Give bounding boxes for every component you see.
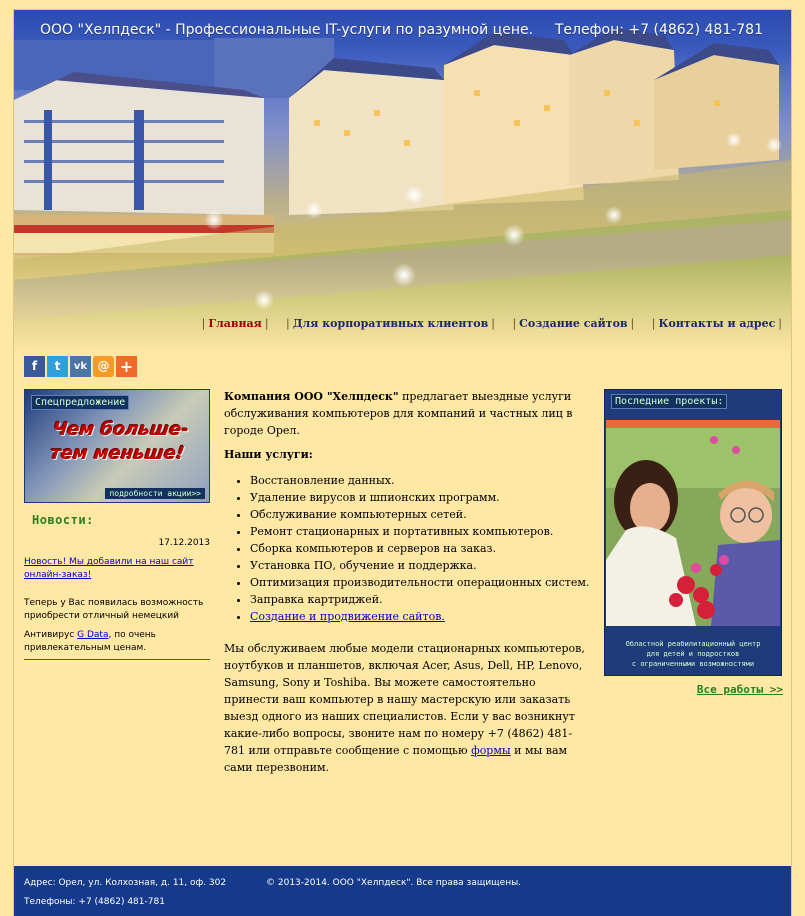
promo-title: Спецпредложение xyxy=(31,395,129,410)
project-caption-line3: с ограниченными возможностями xyxy=(631,660,755,668)
project-caption-line1: Областной реабилитационный центр xyxy=(625,640,761,648)
company-slogan: ООО "Хелпдеск" - Профессиональные IT-услуги по разумной цене. xyxy=(40,22,534,38)
intro-paragraph xyxy=(224,388,592,439)
footer-copyright: © 2013-2014. ООО "Хелпдеск". Все права защищены. xyxy=(266,878,522,888)
project-caption xyxy=(609,639,777,669)
models-text: Мы обслуживаем любые модели стационарных компьютеров, ноутбуков и планшетов, включая Acer, Asus, Dell, HP, Lenovo, Samsung, Sony и Toshiba. Вы можете самостоятельно принести ваш компьютер в нашу мастерскую или заказать выезд одного из наших специалистов. Если у вас возникнут какие-либо вопросы, звоните нам по номеру +7 (4862) 481-781 или отправьте сообщение с помощью xyxy=(224,642,585,757)
nav-websites[interactable]: Создание сайтов xyxy=(519,317,628,330)
facebook-icon[interactable]: f xyxy=(24,356,45,377)
news-text: Теперь у Вас появилась возможность приобрести отличный немецкий xyxy=(24,598,204,621)
web-dev-link[interactable]: Создание и продвижение сайтов. xyxy=(250,610,445,623)
list-item: • Удаление вирусов и шпионских программ. xyxy=(250,489,592,506)
list-item: • Оптимизация производительности операционных систем. xyxy=(250,574,592,591)
services-heading: Наши услуги: xyxy=(224,448,313,461)
list-item: • Сборка компьютеров и серверов на заказ. xyxy=(250,540,592,557)
main-content xyxy=(224,388,592,776)
list-item: • Заправка картриджей. xyxy=(250,591,592,608)
list-item: • Восстановление данных. xyxy=(250,472,592,489)
projects-title: Последние проекты: xyxy=(611,394,727,409)
footer xyxy=(14,866,791,916)
plus-icon[interactable]: + xyxy=(116,356,137,377)
all-works-link[interactable]: Все работы >> xyxy=(696,683,783,696)
latest-projects-banner[interactable] xyxy=(604,389,782,676)
header-phone: Телефон: +7 (4862) 481-781 xyxy=(554,22,763,38)
project-photo xyxy=(606,420,780,626)
news-text-before: Антивирус xyxy=(24,630,78,640)
promo-details-link[interactable]: подробности акции>> xyxy=(105,488,205,499)
intro-company: Компания ООО "Хелпдеск" xyxy=(224,390,399,403)
nav-home[interactable]: Главная xyxy=(208,317,262,330)
main-nav: | Главная | | Для корпоративных клиентов | | Создание сайтов | | Контакты и адрес | xyxy=(201,317,782,330)
footer-phone: Телефоны: +7 (4862) 481-781 xyxy=(24,897,165,907)
list-item: • Установка ПО, обучение и поддержка. xyxy=(250,557,592,574)
project-caption-line2: для детей и подростков xyxy=(646,650,740,658)
promo-slogan xyxy=(30,418,209,466)
nav-contacts[interactable]: Контакты и адрес xyxy=(658,317,776,330)
news-date: 17.12.2013 xyxy=(158,538,210,548)
twitter-icon[interactable]: t xyxy=(47,356,68,377)
services-list xyxy=(224,472,592,625)
models-paragraph xyxy=(224,640,592,776)
special-offer-banner[interactable] xyxy=(24,389,210,503)
footer-address: Адрес: Орел, ул. Колхозная, д. 11, оф. 302 xyxy=(24,878,227,888)
vk-icon[interactable]: vk xyxy=(70,356,91,377)
page-frame xyxy=(14,10,791,916)
news-link[interactable]: Новость! Мы добавили на наш сайт онлайн-заказ! xyxy=(24,557,194,580)
list-item: • Обслуживание компьютерных сетей. xyxy=(250,506,592,523)
intro-text: предлагает выездные услуги обслуживания компьютеров для компаний и частных лиц в городе Орел. xyxy=(224,390,573,437)
social-share-bar xyxy=(24,356,139,377)
nav-corporate[interactable]: Для корпоративных клиентов xyxy=(292,317,489,330)
city-illustration xyxy=(14,10,791,355)
promo-slogan-line1: Чем больше- xyxy=(51,419,191,440)
promo-slogan-line2: тем меньше! xyxy=(48,443,186,464)
mail-icon[interactable]: @ xyxy=(93,356,114,377)
list-item xyxy=(250,608,592,625)
contact-form-link[interactable]: формы xyxy=(471,744,511,757)
list-item: • Ремонт стационарных и портативных компьютеров. xyxy=(250,523,592,540)
models-text-end: и мы вам сами перезвоним. xyxy=(224,744,568,774)
news-text-antivirus xyxy=(24,629,216,655)
header-banner xyxy=(14,10,791,355)
news-divider xyxy=(24,659,210,660)
gdata-link[interactable]: G Data xyxy=(77,630,109,640)
news-heading: Новости: xyxy=(32,513,94,527)
news-text-after: , по очень привлекательным ценам. xyxy=(24,630,156,653)
